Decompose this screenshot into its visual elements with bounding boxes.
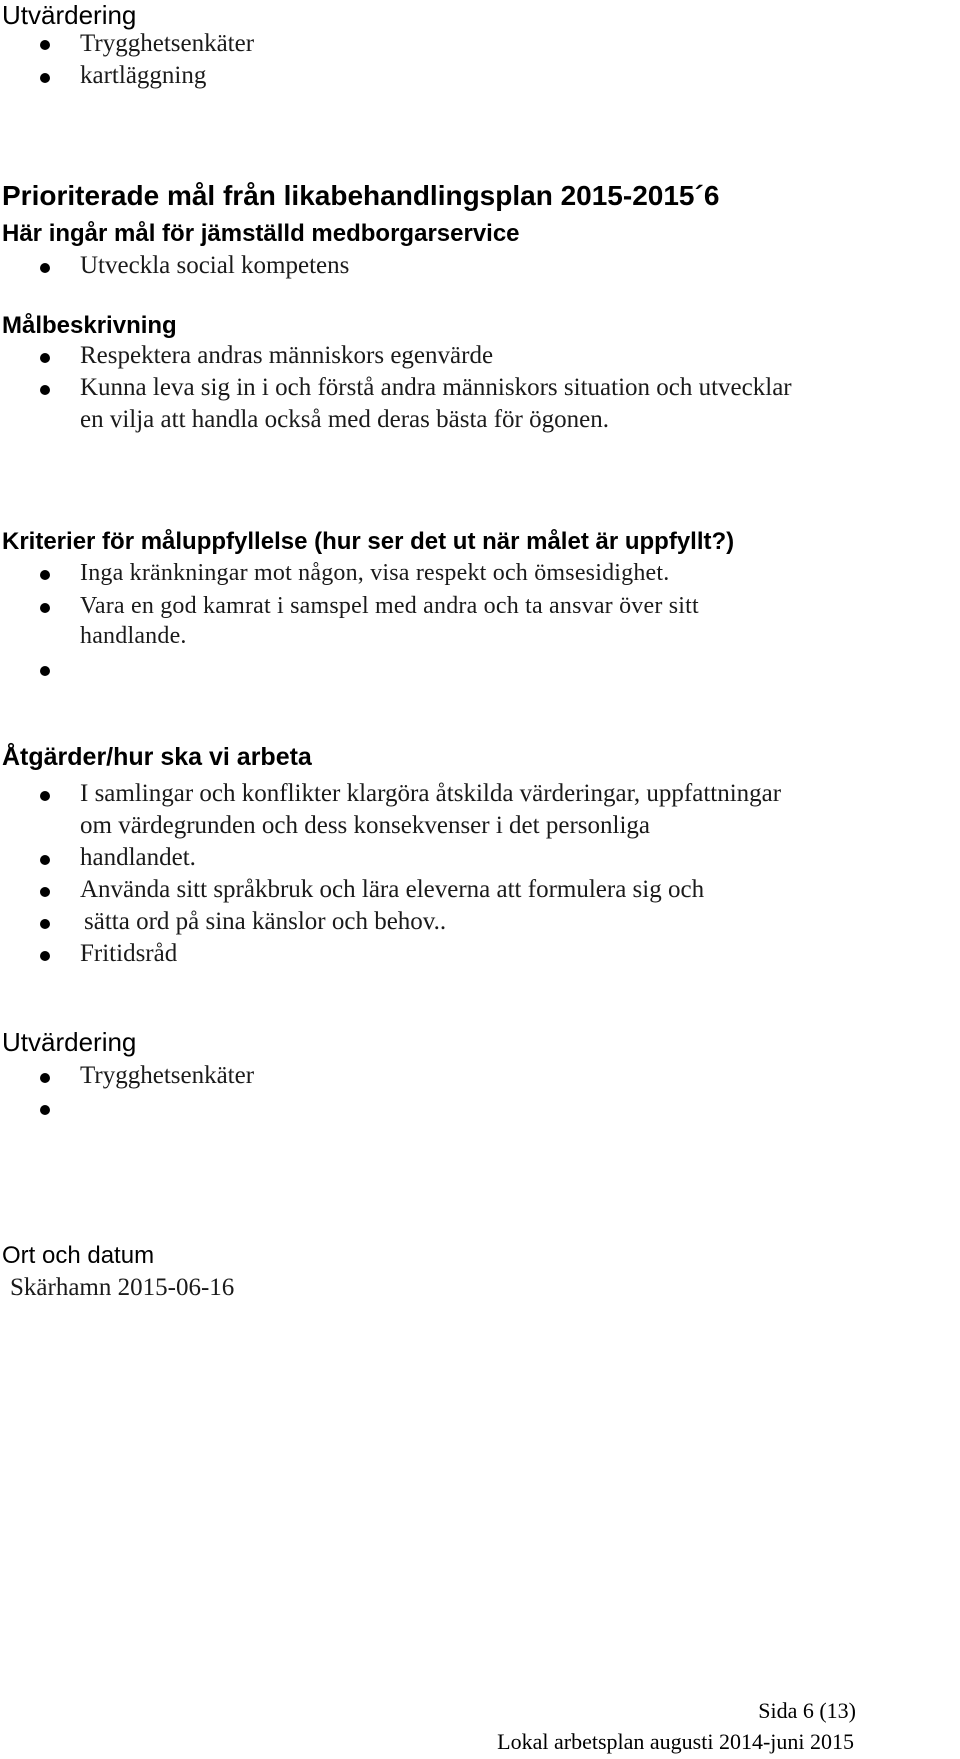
list-item-continued: om värdegrunden och dess konsekvenser i det personliga	[80, 812, 650, 839]
list-item: Kunna leva sig in i och förstå andra människors situation och utvecklar	[80, 374, 792, 401]
section-title-criteria: Kriterier för måluppfyllelse (hur ser det ut när målet är uppfyllt?)	[2, 528, 735, 555]
list-item: Trygghetsenkäter	[80, 1062, 255, 1089]
bullet-icon	[40, 40, 50, 50]
bullet-icon	[40, 887, 50, 897]
list-item-continued: handlandet.	[80, 844, 196, 871]
bullet-icon	[40, 1073, 50, 1083]
list-item: Inga kränkningar mot någon, visa respekt och ömsesidighet.	[80, 560, 670, 586]
list-item-continued: handlande.	[80, 623, 187, 649]
list-item: Trygghetsenkäter	[80, 30, 255, 57]
list-item: I samlingar och konflikter klargöra åtskilda värderingar, uppfattningar	[80, 780, 782, 807]
bullet-icon	[40, 73, 50, 83]
list-item: Utveckla social kompetens	[80, 252, 350, 279]
bullet-icon	[40, 855, 50, 865]
list-item: Använda sitt språkbruk och lära eleverna att formulera sig och	[80, 876, 705, 903]
list-item: Fritidsråd	[80, 940, 178, 967]
document-footer: Lokal arbetsplan augusti 2014-juni 2015	[497, 1729, 854, 1754]
list-item: kartläggning	[80, 62, 207, 89]
bullet-icon	[40, 1105, 50, 1115]
list-item: Respektera andras människors egenvärde	[80, 342, 494, 369]
place-date-value: Skärhamn 2015-06-16	[10, 1274, 235, 1301]
section-subtitle-priority: Här ingår mål för jämställd medborgarservice	[2, 220, 520, 247]
bullet-icon	[40, 385, 50, 395]
bullet-icon	[40, 263, 50, 273]
page-number: Sida 6 (13)	[758, 1698, 856, 1723]
section-title-priority: Prioriterade mål från likabehandlingsplan 2015-2015´6	[2, 180, 720, 211]
bullet-icon	[40, 791, 50, 801]
bullet-icon	[40, 666, 50, 676]
bullet-icon	[40, 951, 50, 961]
list-item: sätta ord på sina känslor och behov..	[84, 908, 447, 935]
section-title-evaluation: Utvärdering	[2, 0, 137, 30]
section-title-evaluation: Utvärdering	[2, 1027, 137, 1057]
bullet-icon	[40, 603, 50, 613]
section-title-actions: Åtgärder/hur ska vi arbeta	[2, 743, 312, 771]
bullet-icon	[40, 919, 50, 929]
list-item-continued: en vilja att handla också med deras bästa för ögonen.	[80, 406, 609, 433]
bullet-icon	[40, 570, 50, 580]
place-date-label: Ort och datum	[2, 1242, 155, 1269]
section-title-goal: Målbeskrivning	[2, 312, 177, 339]
list-item: Vara en god kamrat i samspel med andra och ta ansvar över sitt	[80, 593, 699, 619]
bullet-icon	[40, 353, 50, 363]
